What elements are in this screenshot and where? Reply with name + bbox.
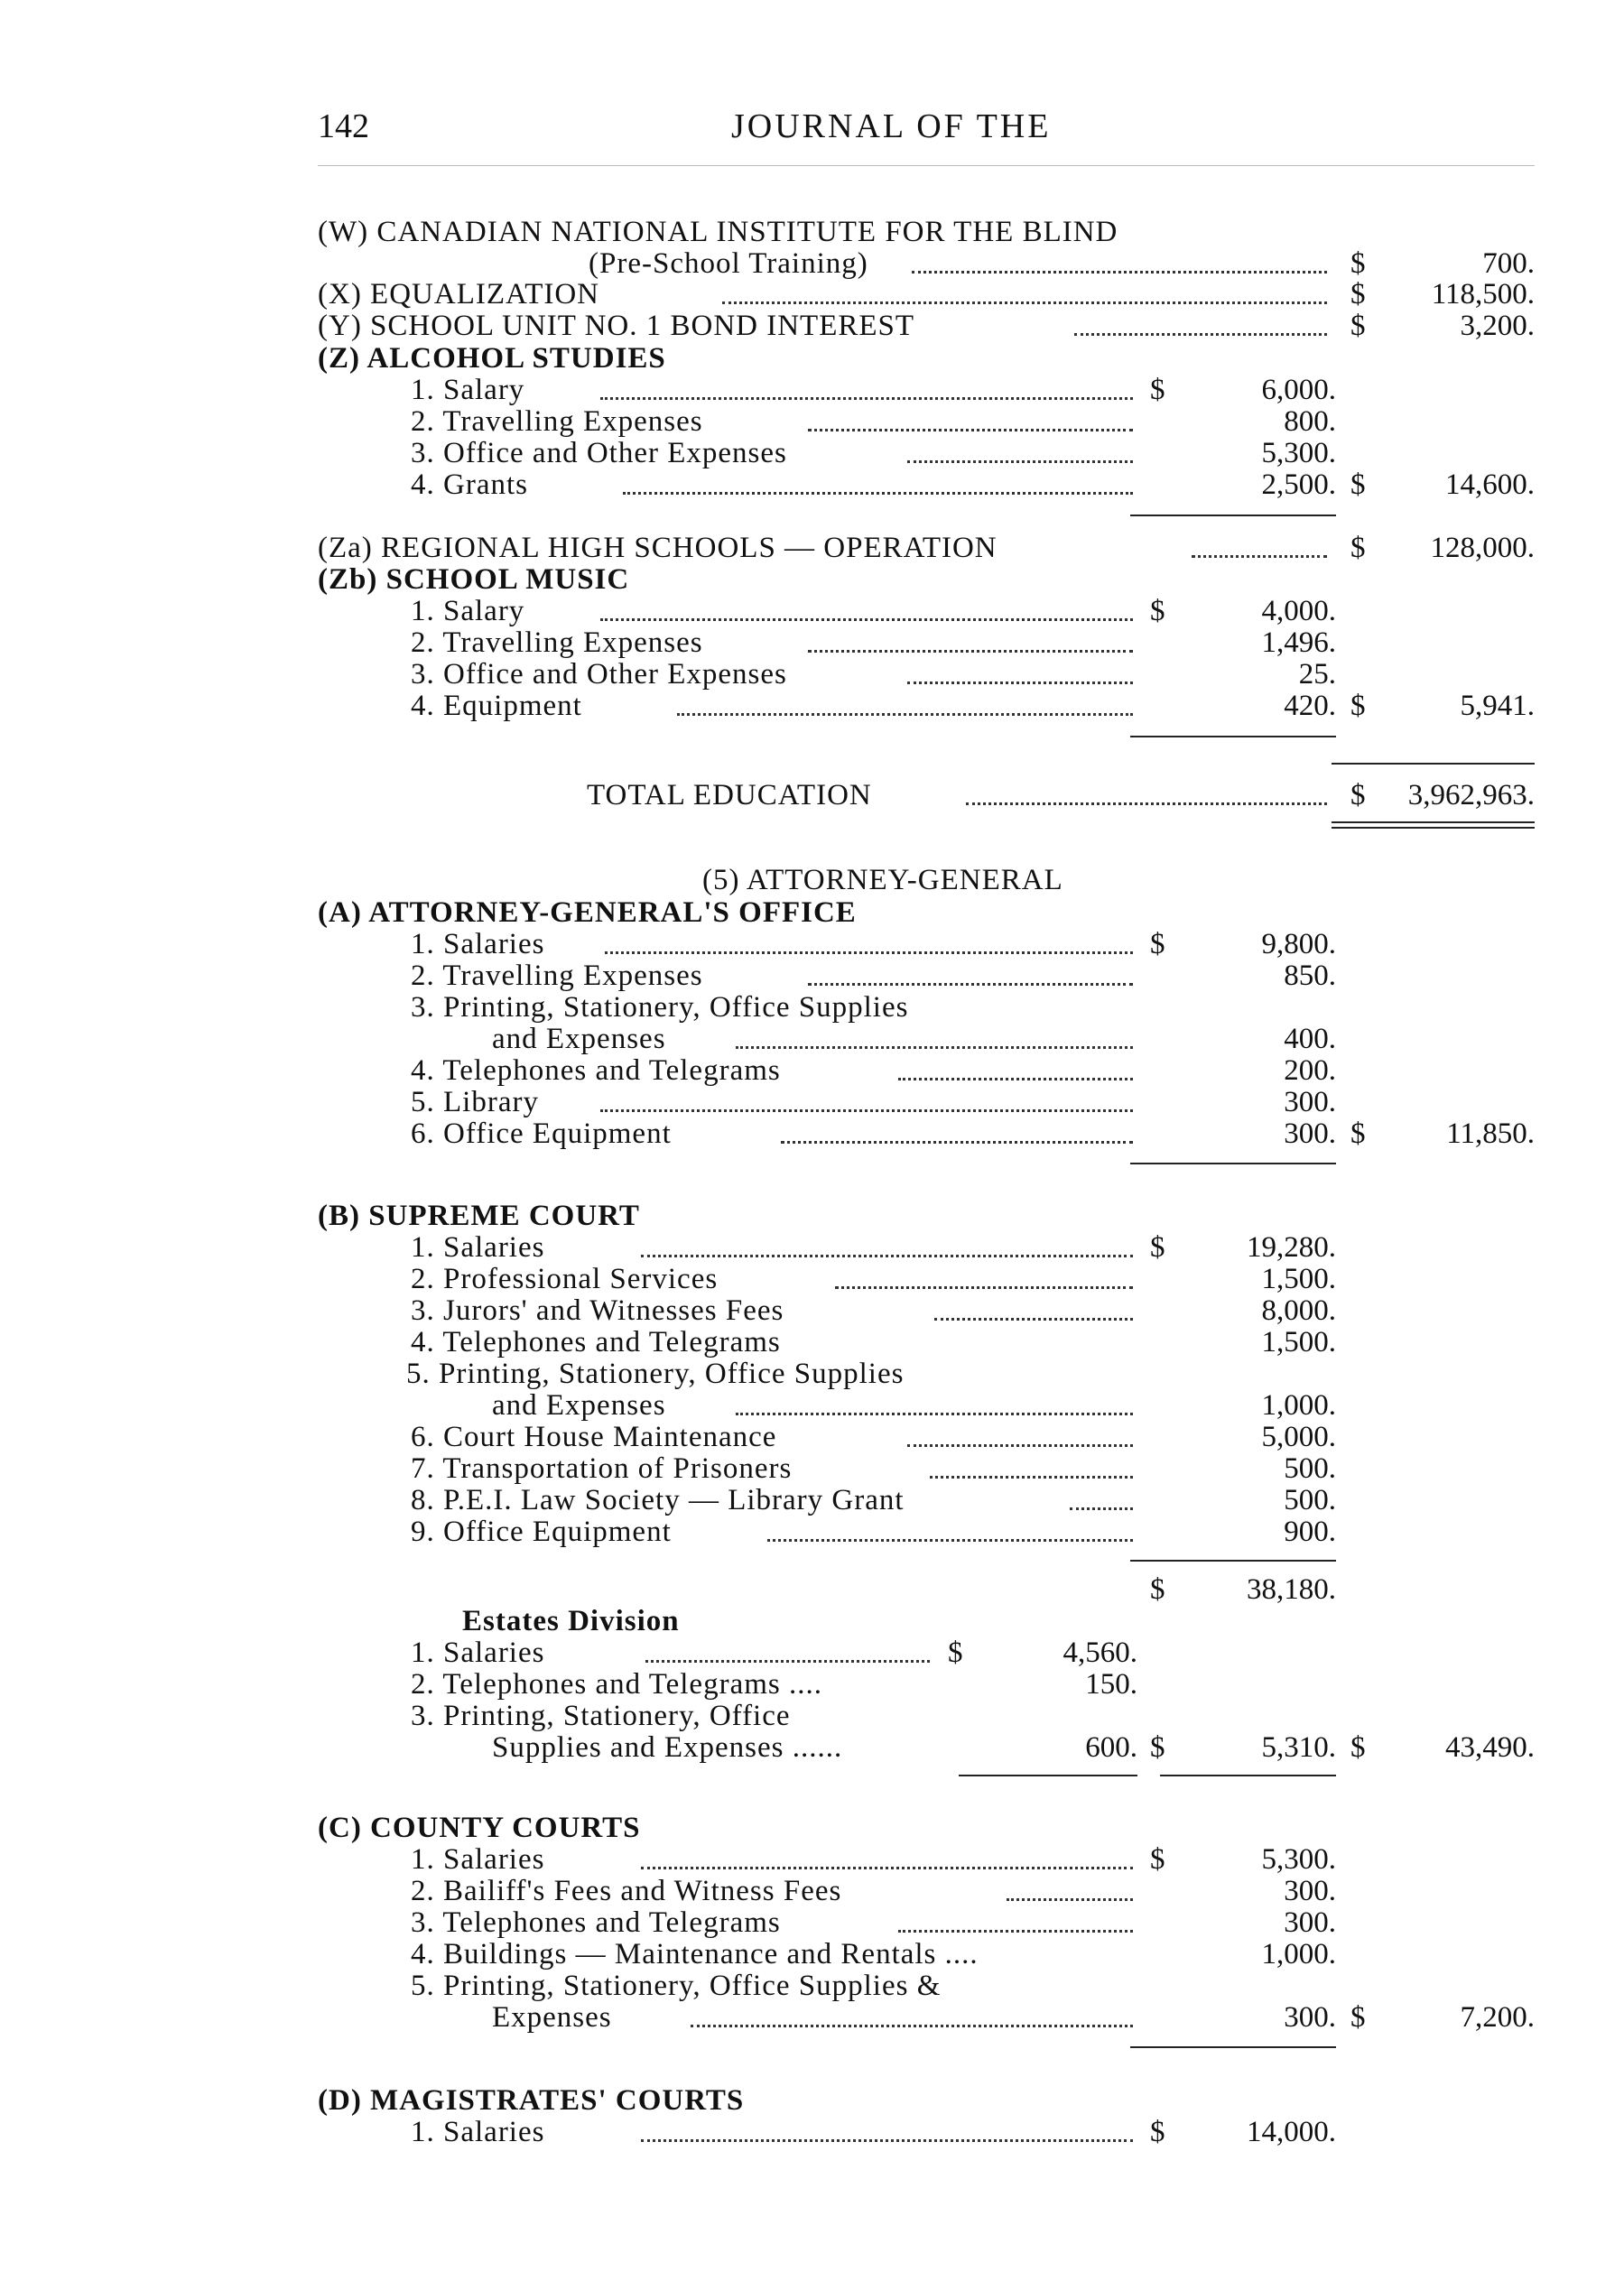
dollar-sign: $: [948, 1637, 963, 1669]
section-x-amount: 118,500.: [1431, 278, 1535, 311]
leader-dots: [907, 438, 1133, 468]
department-heading: (5) ATTORNEY-GENERAL: [702, 864, 1063, 896]
line-item-label: 4. Equipment: [411, 690, 582, 722]
section-za-amount: 128,000.: [1430, 532, 1535, 564]
section-w-subtitle: (Pre-School Training): [589, 247, 868, 280]
section-a-title: (A) ATTORNEY-GENERAL'S OFFICE: [318, 896, 857, 929]
page-number: 142: [318, 107, 369, 145]
line-item-label: 1. Salary: [411, 595, 525, 627]
section-w-amount: 700.: [1482, 247, 1535, 280]
section-b-title: (B) SUPREME COURT: [318, 1200, 640, 1232]
line-item-label: 3. Printing, Stationery, Office Supplies: [411, 991, 909, 1024]
section-x-label: (X) EQUALIZATION: [318, 278, 600, 311]
dollar-sign: $: [1150, 595, 1165, 627]
dollar-sign: $: [1150, 928, 1165, 960]
dollar-sign: $: [1350, 2001, 1366, 2034]
line-item-amount: 1,500.: [1261, 1263, 1336, 1295]
leader-dots: [641, 1844, 1133, 1875]
line-item-label: 3. Printing, Stationery, Office: [411, 1700, 791, 1732]
line-item-amount: 300.: [1284, 2001, 1336, 2034]
leader-dots: [691, 2002, 1133, 2033]
line-item-label: 6. Office Equipment: [411, 1117, 672, 1150]
subtotal-rule: [1130, 2046, 1336, 2048]
line-item-amount: 2,500.: [1261, 468, 1336, 501]
line-item-amount: 1,000.: [1261, 1938, 1336, 1970]
line-item-amount: 14,000.: [1247, 2116, 1336, 2148]
subtotal-rule: [1130, 1560, 1336, 1562]
leader-dots: [767, 1516, 1133, 1547]
dollar-sign: $: [1150, 2116, 1165, 2148]
line-item-label: 5. Printing, Stationery, Office Supplies &: [411, 1970, 942, 2002]
dollar-sign: $: [1350, 278, 1366, 311]
section-b-subtotal: 38,180.: [1247, 1573, 1336, 1606]
double-rule-top: [1332, 821, 1535, 823]
dollar-sign: $: [1350, 690, 1366, 722]
line-item-amount: 5,300.: [1261, 437, 1336, 469]
line-item-label: 1. Salary: [411, 374, 525, 406]
line-item-amount: 4,000.: [1261, 595, 1336, 627]
leader-dots: [907, 1422, 1133, 1452]
line-item-amount: 5,300.: [1261, 1843, 1336, 1876]
line-item-label: 2. Telephones and Telegrams ....: [411, 1668, 822, 1701]
section-a-total: 11,850.: [1446, 1117, 1535, 1150]
line-item-amount: 9,800.: [1261, 928, 1336, 960]
line-item-label: 4. Buildings — Maintenance and Rentals ....: [411, 1938, 979, 1970]
line-item-amount: 1,500.: [1261, 1326, 1336, 1358]
line-item-amount: 300.: [1284, 1117, 1336, 1150]
dollar-sign: $: [1150, 1731, 1165, 1764]
dollar-sign: $: [1350, 468, 1366, 501]
line-item-label: 4. Telephones and Telegrams: [411, 1054, 781, 1087]
dollar-sign: $: [1150, 1843, 1165, 1876]
line-item-label: Expenses: [492, 2001, 612, 2034]
leader-dots: [600, 375, 1133, 405]
line-item-label: 9. Office Equipment: [411, 1516, 672, 1548]
leader-dots: [781, 1118, 1133, 1149]
line-item-amount: 300.: [1284, 1875, 1336, 1907]
leader-dots: [930, 1453, 1133, 1484]
line-item-amount: 600.: [1085, 1731, 1137, 1764]
dollar-sign: $: [1150, 1231, 1165, 1264]
section-y-label: (Y) SCHOOL UNIT NO. 1 BOND INTEREST: [318, 310, 915, 342]
line-item-label: Supplies and Expenses ......: [492, 1731, 843, 1764]
header-rule: [318, 165, 1535, 166]
dollar-sign: $: [1150, 374, 1165, 406]
total-rule: [1332, 763, 1535, 765]
leader-dots: [722, 279, 1327, 310]
estates-division-title: Estates Division: [462, 1605, 680, 1637]
leader-dots: [677, 691, 1133, 721]
line-item-label: 4. Grants: [411, 468, 528, 501]
line-item-amount: 400.: [1284, 1023, 1336, 1055]
line-item-label: 3. Jurors' and Witnesses Fees: [411, 1294, 784, 1327]
leader-dots: [736, 1024, 1133, 1054]
line-item-amount: 1,496.: [1261, 626, 1336, 659]
line-item-amount: 420.: [1284, 690, 1336, 722]
section-b-total: 43,490.: [1445, 1731, 1535, 1764]
dollar-sign: $: [1350, 532, 1366, 564]
section-w-title: (W) CANADIAN NATIONAL INSTITUTE FOR THE BLIND: [318, 216, 1118, 248]
total-education-amount: 3,962,963.: [1407, 779, 1535, 811]
line-item-amount: 6,000.: [1261, 374, 1336, 406]
leader-dots: [600, 1087, 1133, 1117]
line-item-amount: 4,560.: [1063, 1637, 1137, 1669]
line-item-label: 7. Transportation of Prisoners: [411, 1452, 793, 1485]
line-item-amount: 1,000.: [1261, 1389, 1336, 1422]
leader-dots: [605, 929, 1133, 960]
line-item-label: 4. Telephones and Telegrams: [411, 1326, 781, 1358]
leader-dots: [808, 406, 1133, 437]
line-item-label: 2. Bailiff's Fees and Witness Fees: [411, 1875, 842, 1907]
dollar-sign: $: [1150, 1573, 1165, 1606]
dollar-sign: $: [1350, 310, 1366, 342]
dollar-sign: $: [1350, 247, 1366, 280]
line-item-amount: 25.: [1298, 658, 1336, 691]
subtotal-rule: [1130, 1163, 1336, 1164]
leader-dots: [623, 469, 1133, 500]
leader-dots: [1192, 533, 1327, 563]
leader-dots: [934, 1295, 1133, 1326]
subtotal-rule: [1130, 736, 1336, 737]
line-item-label: 5. Library: [411, 1086, 539, 1118]
line-item-amount: 5,000.: [1261, 1421, 1336, 1453]
subtotal-rule: [1160, 1775, 1336, 1776]
leader-dots: [808, 627, 1133, 658]
leader-dots: [1007, 1876, 1133, 1906]
leader-dots: [645, 1637, 930, 1668]
line-item-label: 3. Office and Other Expenses: [411, 658, 787, 691]
section-za-label: (Za) REGIONAL HIGH SCHOOLS — OPERATION: [318, 532, 998, 564]
leader-dots: [835, 1264, 1133, 1294]
leader-dots: [912, 248, 1327, 279]
section-c-total: 7,200.: [1460, 2001, 1535, 2034]
subtotal-rule: [1130, 515, 1336, 516]
dollar-sign: $: [1350, 779, 1366, 811]
line-item-amount: 19,280.: [1247, 1231, 1336, 1264]
leader-dots: [641, 1232, 1133, 1263]
line-item-amount: 900.: [1284, 1516, 1336, 1548]
section-z-total: 14,600.: [1445, 468, 1535, 501]
line-item-label: 1. Salaries: [411, 1231, 545, 1264]
line-item-amount: 300.: [1284, 1086, 1336, 1118]
section-zb-total: 5,941.: [1460, 690, 1535, 722]
leader-dots: [736, 1390, 1133, 1421]
leader-dots: [641, 2117, 1133, 2147]
estates-subtotal: 5,310.: [1261, 1731, 1336, 1764]
total-education-label: TOTAL EDUCATION: [587, 779, 872, 811]
section-y-amount: 3,200.: [1460, 310, 1535, 342]
running-title: JOURNAL OF THE: [731, 107, 1052, 145]
dollar-sign: $: [1350, 1117, 1366, 1150]
line-item-label: 2. Travelling Expenses: [411, 405, 703, 438]
line-item-label: 1. Salaries: [411, 1843, 545, 1876]
line-item-amount: 300.: [1284, 1906, 1336, 1939]
double-rule-bottom: [1332, 827, 1535, 829]
line-item-label: 1. Salaries: [411, 928, 545, 960]
line-item-amount: 850.: [1284, 960, 1336, 992]
leader-dots: [808, 960, 1133, 991]
leader-dots: [907, 659, 1133, 690]
line-item-label: and Expenses: [492, 1023, 666, 1055]
leader-dots: [966, 780, 1327, 811]
leader-dots: [898, 1907, 1133, 1938]
line-item-label: 2. Travelling Expenses: [411, 960, 703, 992]
line-item-label: 1. Salaries: [411, 2116, 545, 2148]
leader-dots: [1074, 311, 1327, 341]
line-item-label: 2. Travelling Expenses: [411, 626, 703, 659]
line-item-amount: 500.: [1284, 1484, 1336, 1516]
section-c-title: (C) COUNTY COURTS: [318, 1812, 641, 1844]
line-item-amount: 500.: [1284, 1452, 1336, 1485]
line-item-amount: 800.: [1284, 405, 1336, 438]
subtotal-rule: [959, 1775, 1137, 1776]
leader-dots: [1070, 1485, 1133, 1516]
dollar-sign: $: [1350, 1731, 1366, 1764]
line-item-label: and Expenses: [492, 1389, 666, 1422]
line-item-label: 3. Telephones and Telegrams: [411, 1906, 781, 1939]
section-zb-title: (Zb) SCHOOL MUSIC: [318, 563, 630, 596]
line-item-label: 3. Office and Other Expenses: [411, 437, 787, 469]
line-item-label: 2. Professional Services: [411, 1263, 719, 1295]
line-item-amount: 8,000.: [1261, 1294, 1336, 1327]
leader-dots: [898, 1055, 1133, 1086]
section-d-title: (D) MAGISTRATES' COURTS: [318, 2084, 745, 2117]
line-item-label: 8. P.E.I. Law Society — Library Grant: [411, 1484, 905, 1516]
line-item-amount: 150.: [1085, 1668, 1137, 1701]
line-item-amount: 200.: [1284, 1054, 1336, 1087]
leader-dots: [600, 596, 1133, 626]
section-z-title: (Z) ALCOHOL STUDIES: [318, 342, 666, 375]
line-item-label: 1. Salaries: [411, 1637, 545, 1669]
line-item-label: 6. Court House Maintenance: [411, 1421, 777, 1453]
line-item-label: 5. Printing, Stationery, Office Supplies: [406, 1358, 905, 1390]
